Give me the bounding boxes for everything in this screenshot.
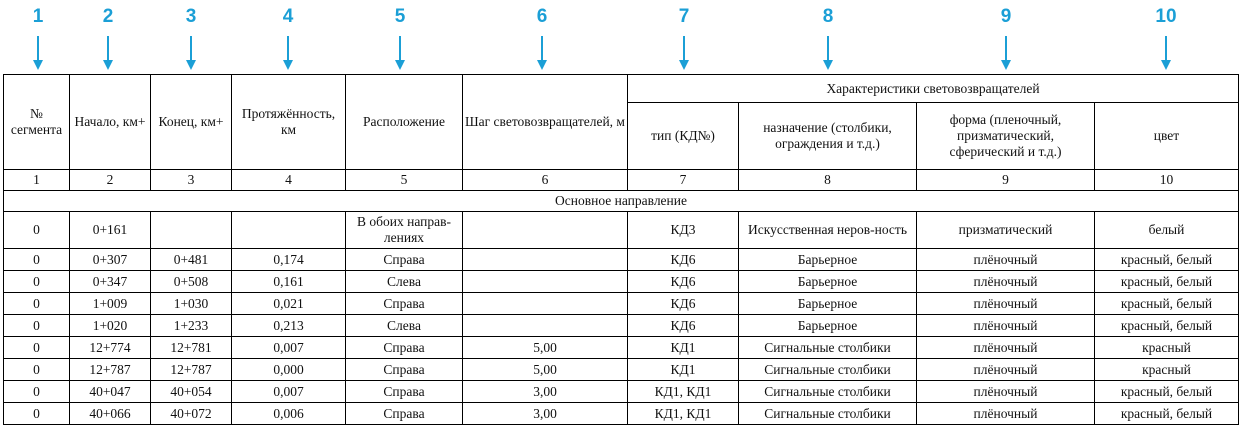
cell-segment: 0	[4, 381, 70, 403]
cell-segment: 0	[4, 337, 70, 359]
cell-step	[463, 212, 628, 249]
cell-segment: 0	[4, 293, 70, 315]
cell-length: 0,007	[232, 381, 346, 403]
cell-location: В обоих направ-лениях	[346, 212, 463, 249]
cell-location: Справа	[346, 381, 463, 403]
cell-step	[463, 293, 628, 315]
cell-length	[232, 212, 346, 249]
column-index-6: 6	[463, 170, 628, 191]
arrow-down-icon	[822, 36, 834, 70]
cell-purpose: Барьерное	[739, 271, 917, 293]
column-markers	[0, 0, 1242, 75]
cell-shape: плёночный	[917, 293, 1095, 315]
cell-type: КД1	[628, 337, 739, 359]
cell-end: 0+481	[151, 249, 232, 271]
column-index-2: 2	[70, 170, 151, 191]
cell-color: красный	[1095, 337, 1239, 359]
cell-type: КД6	[628, 249, 739, 271]
cell-end: 40+054	[151, 381, 232, 403]
cell-location: Слева	[346, 315, 463, 337]
cell-start: 0+347	[70, 271, 151, 293]
table-row	[4, 359, 1239, 381]
header-end: Конец, км+	[151, 75, 232, 170]
column-index-3: 3	[151, 170, 232, 191]
column-marker-6	[527, 6, 557, 70]
cell-shape: плёночный	[917, 381, 1095, 403]
cell-shape: плёночный	[917, 315, 1095, 337]
cell-location: Справа	[346, 403, 463, 425]
column-marker-3	[176, 6, 206, 70]
cell-shape: плёночный	[917, 403, 1095, 425]
cell-shape: плёночный	[917, 271, 1095, 293]
cell-length: 0,006	[232, 403, 346, 425]
header-shape: форма (пленочный, призматический, сферический и т.д.)	[917, 103, 1095, 170]
cell-end: 12+781	[151, 337, 232, 359]
cell-shape: плёночный	[917, 359, 1095, 381]
table-row	[4, 337, 1239, 359]
cell-step: 5,00	[463, 337, 628, 359]
cell-length: 0,007	[232, 337, 346, 359]
cell-start: 40+066	[70, 403, 151, 425]
cell-type: КД1, КД1	[628, 381, 739, 403]
cell-length: 0,000	[232, 359, 346, 381]
table-row	[4, 271, 1239, 293]
column-marker-number: 2	[102, 6, 114, 27]
cell-end: 1+030	[151, 293, 232, 315]
column-marker-number: 9	[1000, 6, 1012, 27]
cell-purpose: Барьерное	[739, 293, 917, 315]
column-marker-number: 10	[1155, 6, 1177, 27]
cell-shape: плёночный	[917, 249, 1095, 271]
cell-location: Справа	[346, 337, 463, 359]
cell-purpose: Барьерное	[739, 315, 917, 337]
arrow-down-icon	[1000, 36, 1012, 70]
cell-purpose: Сигнальные столбики	[739, 337, 917, 359]
cell-purpose: Сигнальные столбики	[739, 359, 917, 381]
column-marker-10	[1151, 6, 1181, 70]
cell-step	[463, 249, 628, 271]
column-index-5: 5	[346, 170, 463, 191]
cell-color: красный	[1095, 359, 1239, 381]
cell-start: 0+307	[70, 249, 151, 271]
cell-segment: 0	[4, 403, 70, 425]
header-group-characteristics: Характеристики световозвращателей	[628, 75, 1239, 103]
header-location: Расположение	[346, 75, 463, 170]
table-row	[4, 249, 1239, 271]
arrow-down-icon	[282, 36, 294, 70]
cell-start: 12+774	[70, 337, 151, 359]
arrow-down-icon	[394, 36, 406, 70]
cell-type: КД1	[628, 359, 739, 381]
column-index-4: 4	[232, 170, 346, 191]
column-marker-number: 4	[282, 6, 294, 27]
cell-color: белый	[1095, 212, 1239, 249]
cell-location: Справа	[346, 359, 463, 381]
cell-segment: 0	[4, 212, 70, 249]
arrow-down-icon	[102, 36, 114, 70]
cell-end	[151, 212, 232, 249]
cell-color: красный, белый	[1095, 271, 1239, 293]
header-purpose: назначение (столбики, ограждения и т.д.)	[739, 103, 917, 170]
cell-type: КД6	[628, 271, 739, 293]
header-row-1	[4, 75, 1239, 103]
header-step: Шаг световозвращателей, м	[463, 75, 628, 170]
cell-purpose: Сигнальные столбики	[739, 403, 917, 425]
cell-purpose: Барьерное	[739, 249, 917, 271]
cell-step: 3,00	[463, 381, 628, 403]
table-row	[4, 315, 1239, 337]
cell-location: Справа	[346, 249, 463, 271]
arrow-down-icon	[678, 36, 690, 70]
table-row	[4, 293, 1239, 315]
cell-location: Слева	[346, 271, 463, 293]
cell-shape: призматический	[917, 212, 1095, 249]
column-marker-2	[93, 6, 123, 70]
cell-location: Справа	[346, 293, 463, 315]
cell-step	[463, 271, 628, 293]
column-index-9: 9	[917, 170, 1095, 191]
cell-segment: 0	[4, 315, 70, 337]
section-title: Основное направление	[4, 191, 1239, 212]
cell-end: 0+508	[151, 271, 232, 293]
arrow-down-icon	[32, 36, 44, 70]
column-marker-number: 1	[32, 6, 44, 27]
header-type: тип (КД№)	[628, 103, 739, 170]
section-row	[4, 191, 1239, 212]
cell-type: КД6	[628, 293, 739, 315]
reflector-table	[3, 74, 1239, 425]
cell-color: красный, белый	[1095, 403, 1239, 425]
arrow-down-icon	[536, 36, 548, 70]
column-marker-7	[669, 6, 699, 70]
column-index-10: 10	[1095, 170, 1239, 191]
header-color: цвет	[1095, 103, 1239, 170]
cell-type: КД3	[628, 212, 739, 249]
cell-color: красный, белый	[1095, 315, 1239, 337]
cell-purpose: Сигнальные столбики	[739, 381, 917, 403]
column-marker-4	[273, 6, 303, 70]
cell-segment: 0	[4, 359, 70, 381]
cell-purpose: Искусственная неров-ность	[739, 212, 917, 249]
cell-end: 40+072	[151, 403, 232, 425]
column-marker-number: 7	[678, 6, 690, 27]
arrow-down-icon	[185, 36, 197, 70]
column-marker-8	[813, 6, 843, 70]
column-index-8: 8	[739, 170, 917, 191]
cell-step: 5,00	[463, 359, 628, 381]
cell-color: красный, белый	[1095, 293, 1239, 315]
cell-length: 0,021	[232, 293, 346, 315]
header-start: Начало, км+	[70, 75, 151, 170]
cell-shape: плёночный	[917, 337, 1095, 359]
cell-color: красный, белый	[1095, 381, 1239, 403]
column-marker-number: 6	[536, 6, 548, 27]
column-marker-5	[385, 6, 415, 70]
column-index-1: 1	[4, 170, 70, 191]
cell-length: 0,174	[232, 249, 346, 271]
arrow-down-icon	[1160, 36, 1172, 70]
cell-segment: 0	[4, 271, 70, 293]
column-marker-1	[23, 6, 53, 70]
cell-length: 0,161	[232, 271, 346, 293]
cell-step: 3,00	[463, 403, 628, 425]
table-row	[4, 381, 1239, 403]
column-index-7: 7	[628, 170, 739, 191]
cell-step	[463, 315, 628, 337]
cell-start: 12+787	[70, 359, 151, 381]
table-row	[4, 403, 1239, 425]
cell-start: 1+009	[70, 293, 151, 315]
cell-start: 1+020	[70, 315, 151, 337]
cell-color: красный, белый	[1095, 249, 1239, 271]
cell-start: 40+047	[70, 381, 151, 403]
cell-start: 0+161	[70, 212, 151, 249]
cell-type: КД1, КД1	[628, 403, 739, 425]
cell-end: 12+787	[151, 359, 232, 381]
column-marker-number: 5	[394, 6, 406, 27]
column-marker-9	[991, 6, 1021, 70]
column-marker-number: 8	[822, 6, 834, 27]
table-row	[4, 212, 1239, 249]
column-marker-number: 3	[185, 6, 197, 27]
column-index-row	[4, 170, 1239, 191]
header-length: Протяжённость, км	[232, 75, 346, 170]
cell-segment: 0	[4, 249, 70, 271]
cell-end: 1+233	[151, 315, 232, 337]
cell-type: КД6	[628, 315, 739, 337]
header-segment: № сегмента	[4, 75, 70, 170]
cell-length: 0,213	[232, 315, 346, 337]
